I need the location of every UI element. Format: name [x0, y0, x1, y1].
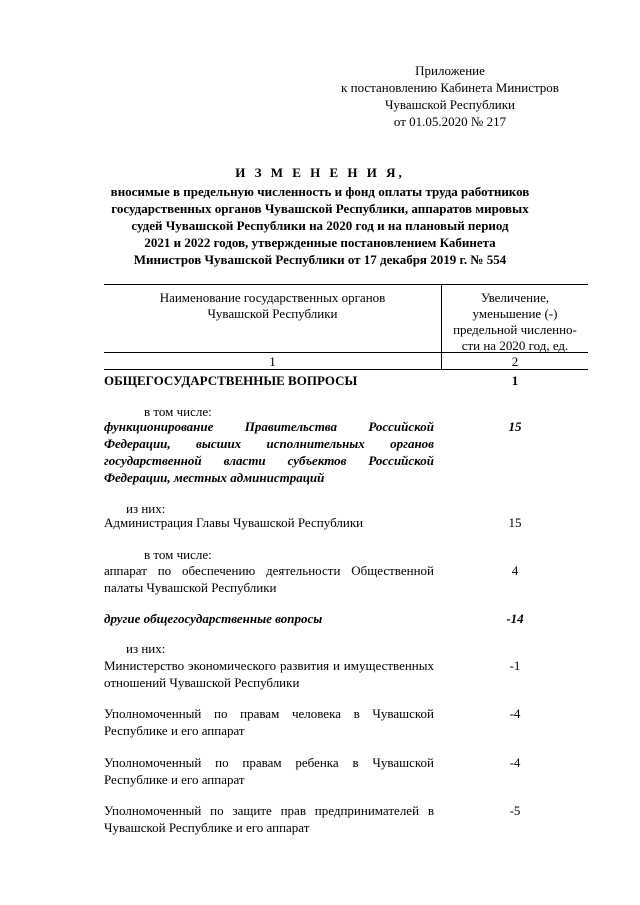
- row-value: -14: [506, 611, 524, 626]
- row-value: -5: [509, 803, 521, 818]
- title-line-1: вносимые в предельную численность и фонд оплаты труда работников: [110, 184, 530, 199]
- row-value: 15: [508, 419, 522, 434]
- row-label: в том числе:: [144, 404, 212, 419]
- header-change-line-4: сти на 2020 год, ед.: [461, 338, 569, 353]
- row-value: -4: [509, 755, 521, 770]
- header-organ-name-line-2: Чувашской Республики: [207, 306, 338, 321]
- appendix-title: Приложение: [415, 63, 485, 78]
- appendix-reference: к постановлению Кабинета Министров: [341, 80, 559, 95]
- header-change-line-1: Увеличение,: [480, 290, 550, 305]
- row-label: из них:: [126, 501, 166, 516]
- row-value: 1: [511, 373, 519, 388]
- document-title: И З М Е Н Е Н И Я,: [235, 165, 405, 180]
- row-label: Уполномоченный по правам ребенка в Чувашской Республике и его аппарат: [104, 755, 434, 787]
- row-label: Уполномоченный по защите прав предпринимателей в Чувашской Республике и его аппарат: [104, 803, 434, 835]
- header-change-line-2: уменьшение (-): [472, 306, 558, 321]
- row-value: -4: [509, 706, 521, 721]
- appendix-block: [300, 62, 600, 130]
- row-label: Министерство экономического развития и имущественных отношений Чувашской Республики: [104, 658, 434, 690]
- row-label: Администрация Главы Чувашской Республики: [104, 515, 364, 530]
- row-value: -1: [509, 658, 521, 673]
- title-line-4: 2021 и 2022 годов, утвержденные постановлением Кабинета: [144, 235, 496, 250]
- appendix-date-number: от 01.05.2020 № 217: [393, 114, 507, 129]
- column-number-1: 1: [269, 354, 276, 369]
- title-line-5: Министров Чувашской Республики от 17 декабря 2019 г. № 554: [133, 252, 507, 267]
- row-label: Уполномоченный по правам человека в Чувашской Республике и его аппарат: [104, 706, 434, 738]
- header-organ-name: [104, 290, 441, 322]
- appendix-republic: Чувашской Республики: [384, 97, 516, 112]
- row-label: функционирование Правительства Российской Федерации, высших исполнительных органов государственной власти субъектов Российской Федерации, местных администраций: [104, 419, 434, 485]
- header-organ-name-line-1: Наименование государственных органов: [159, 290, 386, 305]
- header-change-amount: [442, 290, 588, 354]
- row-label: другие общегосударственные вопросы: [104, 611, 323, 626]
- row-label: ОБЩЕГОСУДАРСТВЕННЫЕ ВОПРОСЫ: [104, 373, 358, 388]
- row-label: аппарат по обеспечению деятельности Общественной палаты Чувашской Республики: [104, 563, 434, 595]
- title-line-2: государственных органов Чувашской Республики, аппаратов мировых: [111, 201, 529, 216]
- title-line-3: судей Чувашской Республики на 2020 год и на плановый период: [131, 218, 509, 233]
- table-top-border: [104, 284, 588, 285]
- header-change-line-3: предельной численно-: [453, 322, 577, 337]
- document-title-block: [100, 164, 540, 268]
- row-value: 4: [511, 563, 519, 578]
- row-value: 15: [508, 515, 522, 530]
- table-number-row-border: [104, 369, 588, 370]
- row-label: в том числе:: [144, 547, 212, 562]
- row-label: из них:: [126, 641, 166, 656]
- column-number-2: 2: [511, 354, 519, 369]
